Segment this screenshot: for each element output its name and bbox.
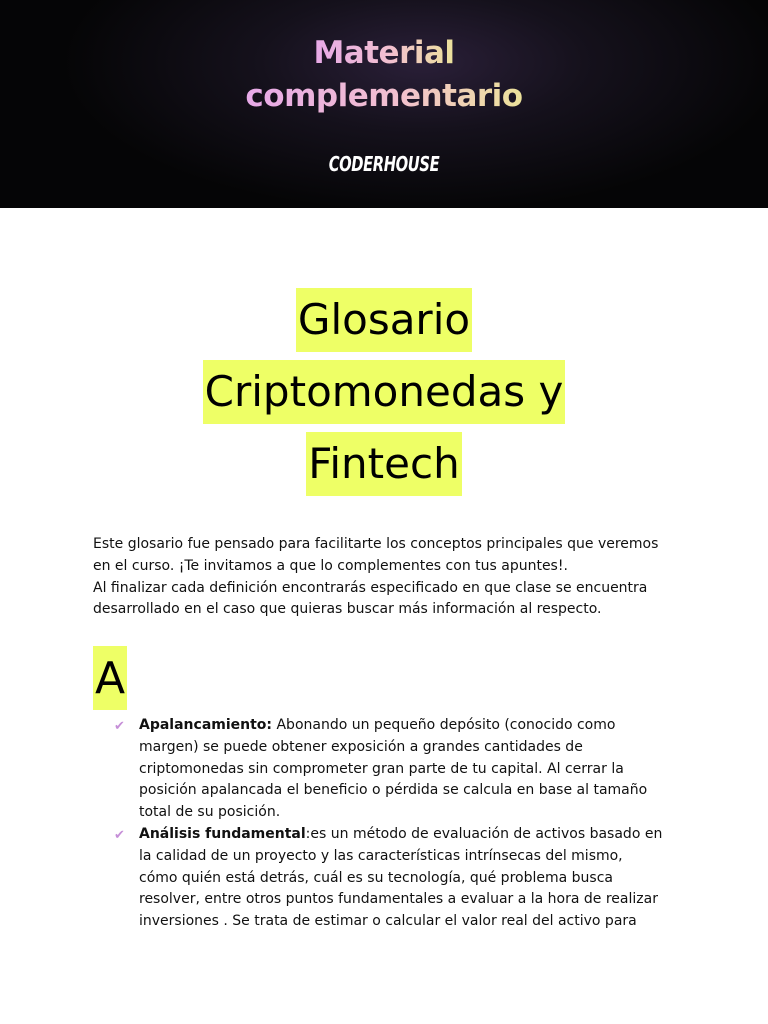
intro-line-1: Este glosario fue pensado para facilitarte los conceptos principales que veremos xyxy=(93,536,659,552)
glossary-entry-analisis-fundamental xyxy=(114,824,674,933)
entry-line xyxy=(139,826,662,842)
checkmark-icon: ✔ xyxy=(114,827,125,843)
glossary-term: Apalancamiento: xyxy=(139,717,273,733)
intro-paragraph xyxy=(93,534,693,621)
document-title xyxy=(0,288,768,504)
title-line-1: Glosario xyxy=(296,288,472,352)
title-line-3: Fintech xyxy=(306,432,461,496)
brand-logo: CODERHOUSE xyxy=(328,152,440,176)
glossary-entry-apalancamiento xyxy=(114,715,674,824)
entry-line xyxy=(139,717,615,733)
entry-text: cómo quién está detrás, cuál es su tecnología, qué problema busca xyxy=(139,869,613,886)
entry-text: margen) se puede obtener exposición a grandes cantidades de xyxy=(139,738,583,755)
header-title-line-2: complementario xyxy=(245,75,522,118)
entry-text: Abonando un pequeño depósito (conocido como xyxy=(272,717,616,733)
intro-line-4: desarrollado en el caso que quieras buscar más información al respecto. xyxy=(93,601,602,618)
intro-line-2: en el curso. ¡Te invitamos a que lo complementes con tus apuntes!. xyxy=(93,557,568,574)
entry-text: criptomonedas sin comprometer gran parte de tu capital. Al cerrar la xyxy=(139,760,624,777)
entry-text: total de su posición. xyxy=(139,804,281,821)
entry-text: la calidad de un proyecto y las características intrínsecas del mismo, xyxy=(139,847,623,864)
entry-text: resolver, entre otros puntos fundamentales a evaluar a la hora de realizar xyxy=(139,891,658,908)
entry-text: :es un método de evaluación de activos basado en xyxy=(305,825,663,842)
entry-text: posición apalancada el beneficio o pérdida se calcula en base al tamaño xyxy=(139,782,648,799)
glossary-list xyxy=(114,715,674,933)
header-banner xyxy=(0,0,768,208)
entry-text: inversiones . Se trata de estimar o calcular el valor real del activo para xyxy=(139,913,637,930)
intro-line-3: Al finalizar cada definición encontrarás especificado en que clase se encuentra xyxy=(93,579,648,596)
section-letter-heading: A xyxy=(93,646,127,710)
title-line-2: Criptomonedas y xyxy=(203,360,566,424)
header-title-line-1: Material xyxy=(313,32,454,75)
glossary-term: Análisis fundamental xyxy=(139,825,306,842)
header-title xyxy=(0,32,768,118)
checkmark-icon: ✔ xyxy=(114,719,125,734)
